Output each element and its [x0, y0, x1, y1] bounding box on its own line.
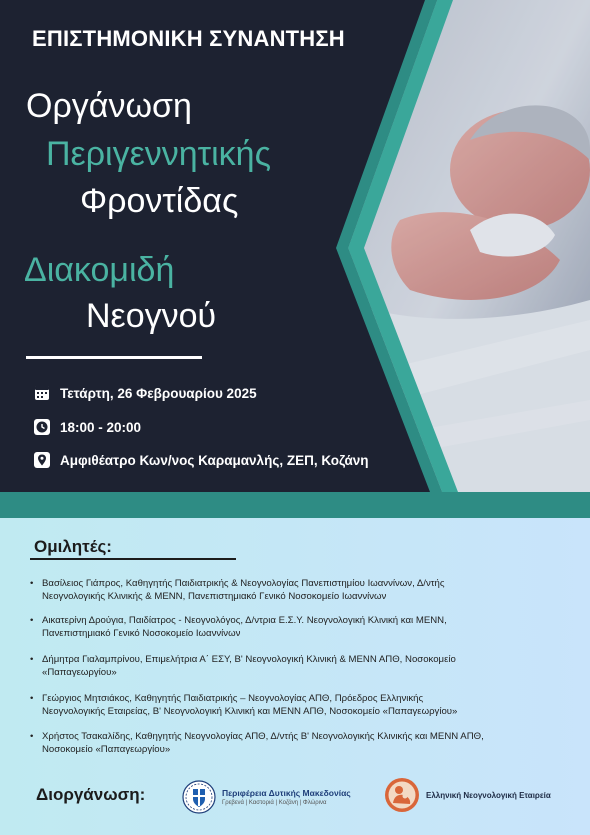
speaker-line: Νεογνολογικής Εταιρείας, Β' Νεογνολογική Κλινική και ΜΕΝΝ ΑΠΘ, Νοσοκομείο «Παπαγεωργίου» [42, 705, 458, 717]
speakers-underline [30, 558, 236, 560]
speakers-heading: Ομιλητές: [34, 537, 112, 556]
event-date-row [34, 383, 257, 403]
title-line-1: Οργάνωση [26, 87, 192, 125]
speaker-item [30, 693, 578, 718]
bullet-icon: • [30, 693, 34, 704]
speaker-item [30, 615, 578, 640]
event-location-row [34, 450, 369, 470]
organizers-heading: Διοργάνωση: [36, 785, 146, 804]
speaker-line: Πανεπιστημιακό Γενικό Νοσοκομείο Ιωαννίνων [42, 627, 241, 639]
speaker-item [30, 578, 578, 603]
speaker-line: Νεογνολογικής Κλινικής & ΜΕΝΝ, Πανεπιστημιακό Γενικό Νοσοκομείο Ιωαννίνων [42, 590, 387, 602]
bullet-icon: • [30, 615, 34, 626]
event-date: Τετάρτη, 26 Φεβρουαρίου 2025 [60, 385, 257, 401]
title-line-3: Φροντίδας [80, 182, 239, 220]
calendar-icon [34, 385, 50, 401]
title-divider [26, 356, 202, 359]
teal-band [0, 492, 590, 518]
bullet-icon: • [30, 654, 34, 665]
event-time: 18:00 - 20:00 [60, 419, 142, 435]
clock-icon [34, 419, 50, 435]
speaker-line: Βασίλειος Γιάπρος, Καθηγητής Παιδιατρικής & Νεογνολογίας Πανεπιστημίου Ιωαννίνων, Δ/ντής [42, 578, 445, 589]
event-location: Αμφιθέατρο Κων/νος Καραμανλής, ΖΕΠ, Κοζάνη [60, 452, 369, 468]
speaker-line: Χρήστος Τσακαλίδης, Καθηγητής Νεογνολογίας ΑΠΘ, Δ/ντής Β' Νεογνολογικής Κλινικής και ΜΕΝΝ ΑΠΘ, [42, 731, 484, 742]
organizer-region-cities: Γρεβενά | Καστοριά | Κοζάνη | Φλώρινα [222, 800, 327, 806]
greek-emblem-icon [182, 779, 216, 815]
event-time-row [34, 417, 141, 437]
organizer-region-name: Περιφέρεια Δυτικής Μακεδονίας [222, 788, 351, 798]
event-type-heading: ΕΠΙΣΤΗΜΟΝΙΚΗ ΣΥΝΑΝΤΗΣΗ [32, 26, 345, 51]
speaker-line: «Παπαγεωργίου» [42, 666, 117, 678]
organizer-society [384, 776, 551, 814]
location-pin-icon [34, 452, 50, 468]
speaker-line: Δήμητρα Γιαλαμπρίνου, Επιμελήτρια Α΄ ΕΣΥ, Β' Νεογνολογική Κλινική & ΜΕΝΝ ΑΠΘ, Νοσοκομείο [42, 654, 456, 665]
title-line-2: Περιγεννητικής [46, 135, 271, 173]
speaker-item [30, 654, 578, 679]
speaker-item [30, 731, 578, 756]
speaker-line: Νοσοκομείο «Παπαγεωργίου» [42, 743, 171, 755]
bullet-icon: • [30, 578, 34, 589]
bullet-icon: • [30, 731, 34, 742]
neonatal-society-logo-icon [384, 776, 420, 814]
organizer-region [182, 779, 351, 815]
organizer-society-name: Ελληνική Νεογνολογική Εταιρεία [426, 790, 551, 800]
title-line-5: Νεογνού [86, 297, 217, 335]
title-line-4: Διακομιδή [24, 251, 175, 289]
speaker-line: Αικατερίνη Δρούγια, Παιδίατρος - Νεογνολόγος, Δ/ντρια Ε.Σ.Υ. Νεογνολογική Κλινική και ΜΕΝΝ, [42, 615, 447, 626]
speaker-line: Γεώργιος Μητσιάκος, Καθηγητής Παιδιατρικής – Νεογνολογίας ΑΠΘ, Πρόεδρος Ελληνικής [42, 693, 424, 704]
